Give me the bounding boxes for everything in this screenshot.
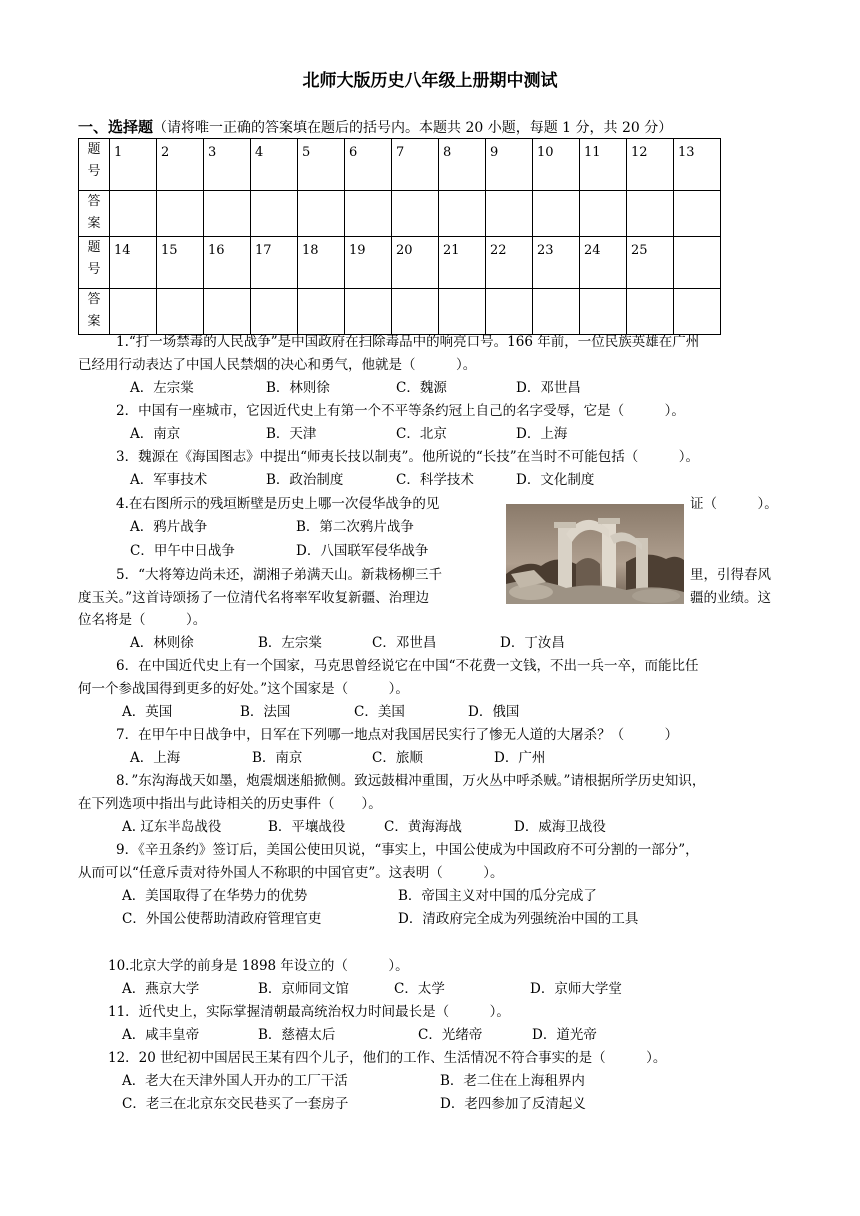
option-a[interactable]: A. 辽东半岛战役 xyxy=(122,819,222,835)
number-cell: 7 xyxy=(392,139,439,191)
number-cell: 12 xyxy=(627,139,674,191)
number-cell: 14 xyxy=(110,237,157,289)
option-b[interactable]: B．慈禧太后 xyxy=(258,1027,336,1043)
answer-cell[interactable] xyxy=(392,289,439,335)
number-cell: 22 xyxy=(486,237,533,289)
answer-cell[interactable] xyxy=(251,289,298,335)
number-cell: 23 xyxy=(533,237,580,289)
answer-cell[interactable] xyxy=(486,191,533,237)
option-a[interactable]: A．英国 xyxy=(122,704,173,720)
question-6-text-cont: 何一个参战国得到更多的好处。”这个国家是（ ）。 xyxy=(78,681,409,697)
option-a[interactable]: A．林则徐 xyxy=(130,635,194,651)
answer-cell[interactable] xyxy=(392,191,439,237)
answer-cell[interactable] xyxy=(674,191,721,237)
option-b[interactable]: B．平壤战役 xyxy=(268,819,346,835)
option-b[interactable]: B．林则徐 xyxy=(266,380,330,396)
question-5-text-end1: 里，引得春风 xyxy=(690,567,771,583)
option-d[interactable]: D．文化制度 xyxy=(516,472,595,488)
question-4-text-end: 证（ ）。 xyxy=(690,496,778,512)
answer-cell[interactable] xyxy=(345,289,392,335)
option-b[interactable]: B．左宗棠 xyxy=(258,635,322,651)
option-d[interactable]: D．广州 xyxy=(494,750,546,766)
answer-cell[interactable] xyxy=(580,289,627,335)
label-cell: 题 号 xyxy=(79,139,110,191)
table-row xyxy=(79,289,721,335)
answer-cell[interactable] xyxy=(251,191,298,237)
answer-table xyxy=(78,138,721,335)
number-cell: 18 xyxy=(298,237,345,289)
answer-cell[interactable] xyxy=(533,191,580,237)
number-cell: 11 xyxy=(580,139,627,191)
section-heading xyxy=(78,116,672,137)
option-b[interactable]: B．法国 xyxy=(240,704,291,720)
number-cell: 17 xyxy=(251,237,298,289)
table-row xyxy=(79,139,721,191)
option-d[interactable]: D．清政府完全成为列强统治中国的工具 xyxy=(398,911,639,927)
question-1-text-cont: 已经用行动表达了中国人民禁烟的决心和勇气，他就是（ ）。 xyxy=(78,357,477,373)
label-cell: 答 案 xyxy=(79,289,110,335)
number-cell: 6 xyxy=(345,139,392,191)
option-c[interactable]: C．旅顺 xyxy=(372,750,423,766)
number-cell: 10 xyxy=(533,139,580,191)
option-c[interactable]: C．光绪帝 xyxy=(418,1027,483,1043)
section-instruction: （请将唯一正确的答案填在题后的括号内。本题共 20 小题，每题 1 分，共 20 分） xyxy=(153,120,673,136)
answer-cell[interactable] xyxy=(627,289,674,335)
option-d[interactable]: D．威海卫战役 xyxy=(514,819,606,835)
option-b[interactable]: B．南京 xyxy=(252,750,303,766)
answer-cell[interactable] xyxy=(486,289,533,335)
option-b[interactable]: B．帝国主义对中国的瓜分完成了 xyxy=(398,888,597,904)
option-c[interactable]: C．魏源 xyxy=(396,380,447,396)
number-cell: 4 xyxy=(251,139,298,191)
table-row xyxy=(79,191,721,237)
option-d[interactable]: D．俄国 xyxy=(468,704,520,720)
answer-cell[interactable] xyxy=(298,191,345,237)
question-9-text-cont: 从而可以“任意斥责对待外国人不称职的中国官吏”。这表明（ ）。 xyxy=(78,865,504,881)
number-cell xyxy=(674,237,721,289)
number-cell: 9 xyxy=(486,139,533,191)
question-8-text-cont: 在下列选项中指出与此诗相关的历史事件（ ）。 xyxy=(78,796,382,812)
question-1-text: 1.“打一场禁毒的人民战争”是中国政府在扫除毒品中的响亮口号。166 年前，一位民族英雄在广州 xyxy=(116,334,700,350)
option-c[interactable]: C．老三在北京东交民巷买了一套房子 xyxy=(122,1096,349,1112)
option-a[interactable]: A．上海 xyxy=(130,750,181,766)
question-12-text: 12．20 世纪初中国居民王某有四个儿子，他们的工作、生活情况不符合事实的是（ ）。 xyxy=(108,1050,667,1066)
option-a[interactable]: A．左宗棠 xyxy=(130,380,194,396)
answer-cell[interactable] xyxy=(533,289,580,335)
answer-cell[interactable] xyxy=(110,191,157,237)
option-d[interactable]: D．老四参加了反清起义 xyxy=(440,1096,586,1112)
question-10-text: 10.北京大学的前身是 1898 年设立的（ ）。 xyxy=(108,958,409,974)
option-c[interactable]: C．科学技术 xyxy=(396,472,474,488)
question-6-text: 6．在中国近代史上有一个国家，马克思曾经说它在中国“不花费一文钱，不出一兵一卒，而能比任 xyxy=(116,658,699,674)
question-5-text: 5．“大将筹边尚未还，湖湘子弟满天山。新栽杨柳三千 xyxy=(116,567,442,583)
option-a[interactable]: A．鸦片战争 xyxy=(130,519,208,535)
question-4-text: 4.在右图所示的残垣断壁是历史上哪一次侵华战争的见 xyxy=(116,496,440,512)
option-d[interactable]: D．八国联军侵华战争 xyxy=(296,543,429,559)
number-cell: 20 xyxy=(392,237,439,289)
question-3-text: 3．魏源在《海国图志》中提出“师夷长技以制夷”。他所说的“长技”在当时不可能包括（ ）。 xyxy=(116,449,699,465)
option-a[interactable]: A．美国取得了在华势力的优势 xyxy=(122,888,308,904)
number-cell: 5 xyxy=(298,139,345,191)
option-a[interactable]: A．咸丰皇帝 xyxy=(122,1027,200,1043)
option-a[interactable]: A．南京 xyxy=(130,426,181,442)
option-d[interactable]: D．邓世昌 xyxy=(516,380,581,396)
number-cell: 24 xyxy=(580,237,627,289)
option-b[interactable]: B．政治制度 xyxy=(266,472,344,488)
option-a[interactable]: A．军事技术 xyxy=(130,472,208,488)
option-c[interactable]: C．美国 xyxy=(354,704,405,720)
option-b[interactable]: B．老二住在上海租界内 xyxy=(440,1073,585,1089)
option-b[interactable]: B．第二次鸦片战争 xyxy=(296,519,414,535)
option-d[interactable]: D．京师大学堂 xyxy=(530,981,622,997)
answer-cell[interactable] xyxy=(157,289,204,335)
answer-cell[interactable] xyxy=(110,289,157,335)
section-title: 一、选择题 xyxy=(78,118,154,136)
option-d[interactable]: D．上海 xyxy=(516,426,568,442)
option-c[interactable]: C．邓世昌 xyxy=(372,635,437,651)
answer-cell[interactable] xyxy=(204,289,251,335)
answer-cell[interactable] xyxy=(674,289,721,335)
answer-cell[interactable] xyxy=(439,289,486,335)
answer-cell[interactable] xyxy=(345,191,392,237)
number-cell: 25 xyxy=(627,237,674,289)
number-cell: 8 xyxy=(439,139,486,191)
page-title: 北师大版历史八年级上册期中测试 xyxy=(302,71,558,91)
option-a[interactable]: A．老大在天津外国人开办的工厂干活 xyxy=(122,1073,348,1089)
label-cell: 题 号 xyxy=(79,237,110,289)
table-row xyxy=(79,237,721,289)
answer-cell[interactable] xyxy=(627,191,674,237)
question-9-text: 9．《辛丑条约》签订后，美国公使田贝说，“事实上，中国公使成为中国政府不可分割的一部分”， xyxy=(116,842,699,858)
answer-cell[interactable] xyxy=(204,191,251,237)
option-b[interactable]: B．天津 xyxy=(266,426,317,442)
number-cell: 16 xyxy=(204,237,251,289)
number-cell: 2 xyxy=(157,139,204,191)
number-cell: 3 xyxy=(204,139,251,191)
number-cell: 13 xyxy=(674,139,721,191)
option-a[interactable]: A．燕京大学 xyxy=(122,981,200,997)
question-5-text-end2: 疆的业绩。这 xyxy=(690,590,771,606)
ruins-image xyxy=(506,504,684,604)
option-b[interactable]: B．京师同文馆 xyxy=(258,981,349,997)
number-cell: 21 xyxy=(439,237,486,289)
option-c[interactable]: C．北京 xyxy=(396,426,447,442)
question-2-text: 2．中国有一座城市，它因近代史上有第一个不平等条约冠上自己的名字受辱，它是（ ）。 xyxy=(116,403,685,419)
option-d[interactable]: D．道光帝 xyxy=(532,1027,597,1043)
answer-cell[interactable] xyxy=(439,191,486,237)
number-cell: 19 xyxy=(345,237,392,289)
question-7-text: 7．在甲午中日战争中，日军在下列哪一地点对我国居民实行了惨无人道的大屠杀？（ ） xyxy=(116,727,679,743)
question-5-text-cont: 度玉关。”这首诗颂扬了一位清代名将率军收复新疆、治理边 xyxy=(78,590,430,606)
question-5-text-cont2: 位名将是（ ）。 xyxy=(78,612,207,628)
option-c[interactable]: C．外国公使帮助清政府管理官吏 xyxy=(122,911,322,927)
option-d[interactable]: D．丁汝昌 xyxy=(500,635,565,651)
number-cell: 1 xyxy=(110,139,157,191)
option-c[interactable]: C．黄海海战 xyxy=(384,819,462,835)
question-11-text: 11．近代史上，实际掌握清朝最高统治权力时间最长是（ ）。 xyxy=(108,1004,510,1020)
answer-cell[interactable] xyxy=(298,289,345,335)
label-cell: 答 案 xyxy=(79,191,110,237)
option-c[interactable]: C．甲午中日战争 xyxy=(130,543,235,559)
option-c[interactable]: C．太学 xyxy=(394,981,445,997)
number-cell: 15 xyxy=(157,237,204,289)
answer-cell[interactable] xyxy=(157,191,204,237)
answer-cell[interactable] xyxy=(580,191,627,237)
question-8-text: 8．”东沟海战天如墨，炮震烟迷船掀侧。致远鼓楫冲重围，万火丛中呼杀贼。”请根据所学历史知识， xyxy=(116,773,706,789)
